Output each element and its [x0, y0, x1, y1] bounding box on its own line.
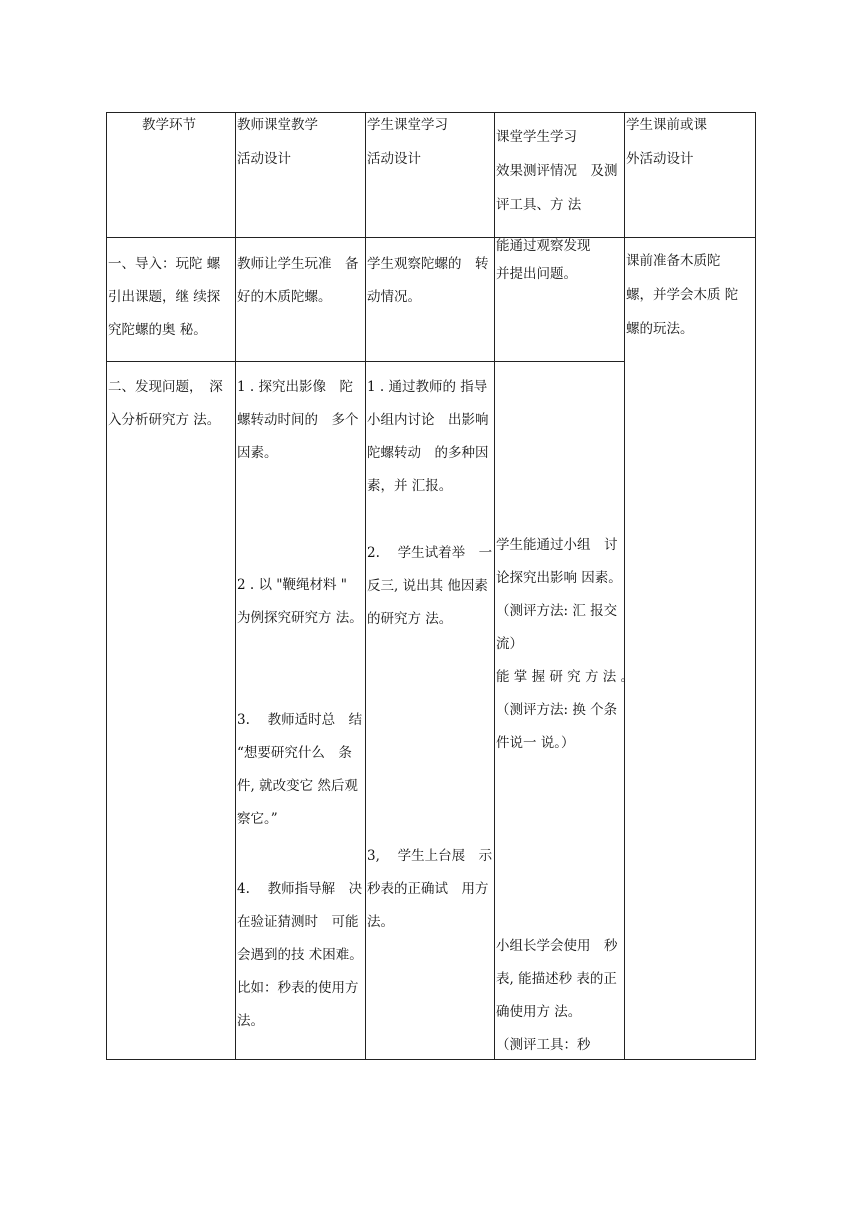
cell-line: 的研究方 法。 — [367, 611, 453, 627]
cell-line: 反三, 说出其 他因素 — [367, 578, 488, 594]
row1-assessment — [496, 232, 591, 288]
header-line: 外活动设计 — [626, 151, 694, 167]
cell-line: 1 . 通过教师的 指导 — [367, 379, 488, 395]
cell-line: 3, 学生上台展 示 — [367, 848, 493, 864]
header-teacher-activity — [237, 110, 318, 174]
cell-line: 课前准备木质陀 — [626, 253, 721, 269]
cell-line: 螺转动时间的 多个 — [237, 412, 359, 428]
header-divider — [106, 237, 756, 238]
row2-assessment-2 — [496, 930, 618, 1062]
cell-line: 2. 学生试着举 一 — [367, 545, 493, 561]
cell-line: 螺的玩法。 — [626, 321, 694, 337]
cell-line: 比如：秒表的使用方 — [237, 980, 359, 996]
cell-line: 入分析研究方 法。 — [108, 412, 221, 428]
cell-line: 为例探究研究方 法。 — [237, 610, 363, 626]
col3-divider — [365, 112, 366, 1059]
cell-line: 究陀螺的奥 秘。 — [108, 322, 207, 338]
cell-line: 素，并 汇报。 — [367, 478, 453, 494]
row1-preclass-activity — [626, 244, 738, 346]
row2-phase — [108, 371, 223, 437]
row2-teacher-step-3 — [237, 704, 362, 836]
cell-line: 学生观察陀螺的 转 — [367, 256, 489, 272]
header-line: 教学环节 — [142, 117, 196, 133]
header-line: 教师课堂教学 — [237, 117, 318, 133]
row2-student-step-1 — [367, 371, 489, 503]
cell-line: 秒表的正确试 用方 — [367, 881, 489, 897]
row2-student-step-3 — [367, 840, 492, 939]
cell-line: 表, 能描述秒 表的正 — [496, 971, 617, 987]
table-bottom-border — [106, 1059, 756, 1060]
cell-line: 会遇到的技 术困难。 — [237, 947, 363, 963]
cell-line: 二、发现问题， 深 — [108, 379, 223, 395]
header-preclass-activity — [626, 110, 707, 174]
header-line: 课堂学生学习 — [496, 129, 577, 145]
cell-line: 1 . 探究出影像 陀 — [237, 379, 353, 395]
cell-line: 法。 — [367, 914, 394, 930]
row1-student-activity — [367, 248, 489, 314]
row2-teacher-step-2 — [237, 569, 363, 635]
cell-line: 教师让学生玩准 备 — [237, 256, 359, 272]
header-assessment — [496, 122, 618, 220]
cell-line: 陀螺转动 的多种因 — [367, 445, 489, 461]
cell-line: 动情况。 — [367, 289, 421, 305]
row2-assessment-1 — [496, 529, 634, 760]
header-line: 活动设计 — [367, 151, 421, 167]
row2-teacher-step-4 — [237, 873, 363, 1038]
cell-line: 确使用方 法。 — [496, 1004, 582, 1020]
header-line: 学生课前或课 — [626, 117, 707, 133]
cell-line: 论探究出影响 因素。 — [496, 570, 622, 586]
cell-line: 引出课题，继 续探 — [108, 289, 221, 305]
cell-line: 一、导入：玩陀 螺 — [108, 256, 221, 272]
cell-line: 因素。 — [237, 445, 278, 461]
cell-line: 螺，并学会木质 陀 — [626, 287, 739, 303]
row1-teacher-activity — [237, 248, 359, 314]
header-student-activity — [367, 110, 448, 174]
cell-line: 法。 — [237, 1013, 264, 1029]
col4-divider — [494, 112, 495, 1059]
cell-line: 察它。” — [237, 811, 278, 827]
cell-line: （测评工具：秒 — [496, 1037, 591, 1053]
cell-line: “想要研究什么 条 — [237, 745, 352, 761]
cell-line: 4. 教师指导解 决 — [237, 881, 363, 897]
row2-teacher-step-1 — [237, 371, 359, 470]
col2-divider — [235, 112, 236, 1059]
cell-line: （测评方法: 换 个条 — [496, 702, 618, 718]
cell-line: 3. 教师适时总 结 — [237, 712, 363, 728]
header-teaching-phase — [142, 110, 196, 140]
cell-line: 学生能通过小组 讨 — [496, 537, 618, 553]
cell-line: 件, 就改变它 然后观 — [237, 778, 358, 794]
cell-line: 好的木质陀螺。 — [237, 289, 332, 305]
cell-line: 件说一 说。） — [496, 735, 575, 751]
cell-line: 2 . 以 "鞭绳材料 " — [237, 577, 347, 593]
header-line: 评工具、方 法 — [496, 197, 582, 213]
table-left-border — [106, 112, 107, 1059]
header-line: 活动设计 — [237, 151, 291, 167]
cell-line: （测评方法: 汇 报交 — [496, 603, 618, 619]
cell-line: 小组长学会使用 秒 — [496, 938, 618, 954]
cell-line: 并提出问题。 — [496, 266, 577, 282]
cell-line: 在验证猜测时 可能 — [237, 914, 359, 930]
header-line: 效果测评情况 及测 — [496, 163, 618, 179]
cell-line: 小组内讨论 出影响 — [367, 412, 489, 428]
header-line: 学生课堂学习 — [367, 117, 448, 133]
table-right-border — [755, 112, 756, 1059]
cell-line: 流） — [496, 636, 523, 652]
cell-line: 能通过观察发现 — [496, 238, 591, 254]
row1-phase — [108, 248, 220, 347]
cell-line: 能 掌 握 研 究 方 法 。 — [496, 669, 635, 685]
row2-student-step-2 — [367, 537, 492, 636]
